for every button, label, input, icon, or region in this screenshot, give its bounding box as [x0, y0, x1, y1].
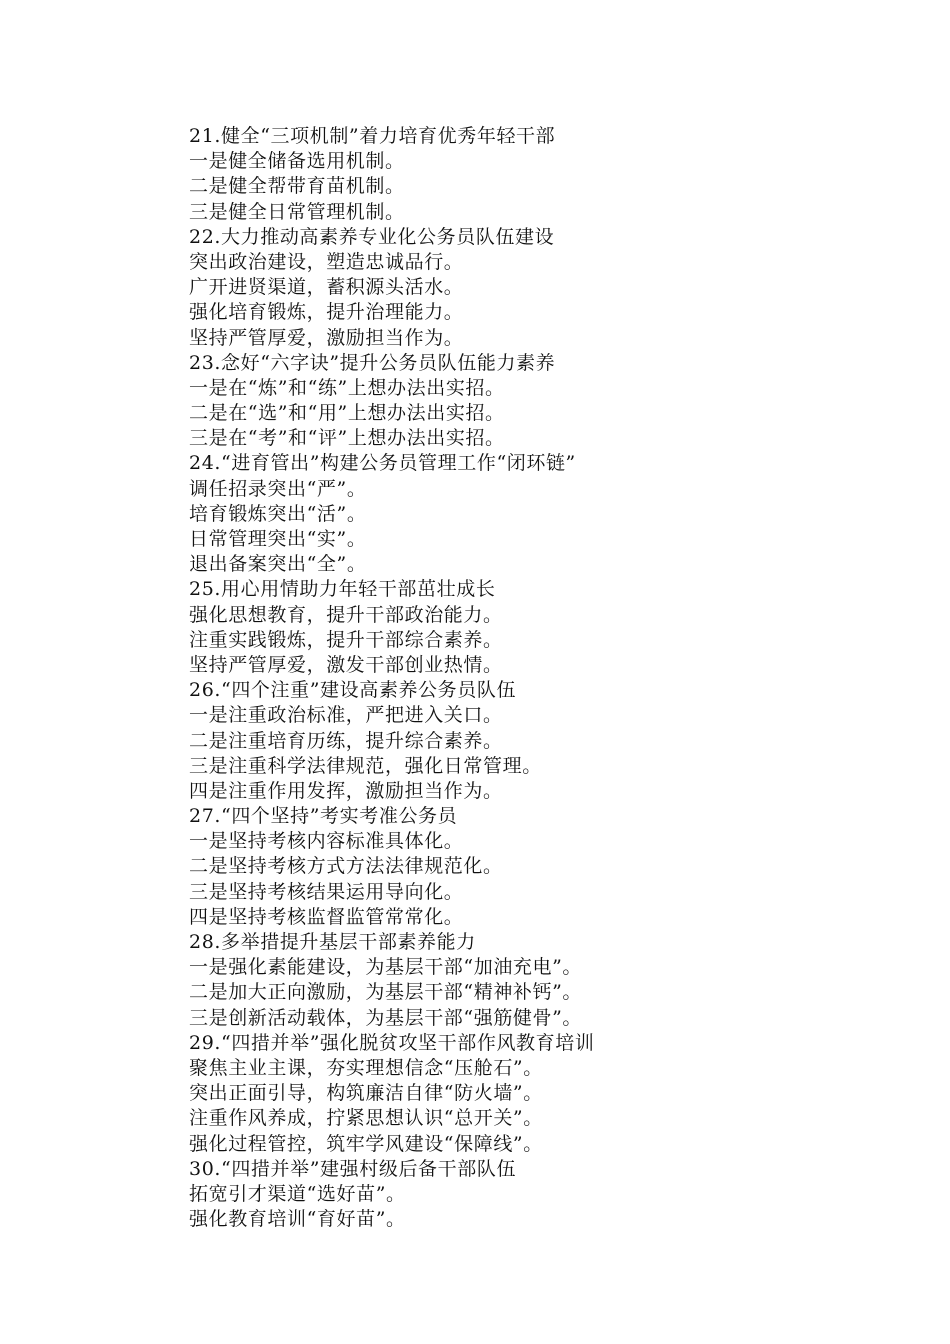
- list-item: 三是坚持考核结果运用导向化。: [189, 880, 464, 903]
- list-item: 拓宽引才渠道“选好苗”。: [189, 1182, 406, 1205]
- list-item: 二是注重培育历练，提升综合素养。: [189, 729, 503, 752]
- section-heading: 30.“四措并举”建强村级后备干部队伍: [189, 1157, 517, 1180]
- list-item: 四是注重作用发挥，激励担当作为。: [189, 779, 503, 802]
- list-item: 二是健全帮带育苗机制。: [189, 175, 405, 198]
- list-item: 二是在“选”和“用”上想办法出实招。: [189, 402, 505, 425]
- document-body: [189, 124, 909, 1232]
- list-item: 一是健全储备选用机制。: [189, 150, 405, 173]
- list-item: 强化思想教育，提升干部政治能力。: [189, 603, 503, 626]
- list-item: 一是在“炼”和“练”上想办法出实招。: [189, 376, 505, 399]
- list-item: 坚持严管厚爱，激励担当作为。: [189, 326, 464, 349]
- list-item: 一是强化素能建设，为基层干部“加油充电”。: [189, 956, 583, 979]
- list-item: 调任招录突出“严”。: [189, 477, 367, 500]
- list-item: 四是坚持考核监督监管常常化。: [189, 905, 464, 928]
- section-heading: 28.多举措提升基层干部素养能力: [189, 931, 476, 953]
- list-item: 聚焦主业主课，夯实理想信念“压舱石”。: [189, 1056, 543, 1079]
- list-item: 突出正面引导，构筑廉洁自律“防火墙”。: [189, 1082, 543, 1105]
- list-item: 三是健全日常管理机制。: [189, 200, 405, 223]
- section-heading: 22.大力推动高素养专业化公务员队伍建设: [189, 225, 555, 248]
- list-item: 突出政治建设，塑造忠诚品行。: [189, 250, 464, 273]
- section-heading: 23.念好“六字诀”提升公务员队伍能力素养: [189, 351, 556, 374]
- section-heading: 27.“四个坚持”考实考准公务员: [189, 805, 458, 828]
- section-heading: 21.健全“三项机制”着力培育优秀年轻干部: [189, 125, 556, 147]
- list-item: 广开进贤渠道，蓄积源头活水。: [189, 276, 464, 299]
- section-heading: 29.“四措并举”强化脱贫攻坚干部作风教育培训: [189, 1031, 595, 1054]
- list-item: 培育锻炼突出“活”。: [189, 502, 367, 525]
- section-heading: 25.用心用情助力年轻干部茁壮成长: [189, 578, 496, 601]
- list-item: 一是坚持考核内容标准具体化。: [189, 830, 464, 853]
- section-heading: 24.“进育管出”构建公务员管理工作“闭环链”: [189, 452, 576, 475]
- section-heading: 26.“四个注重”建设高素养公务员队伍: [189, 679, 517, 702]
- list-item: 强化培育锻炼，提升治理能力。: [189, 301, 464, 324]
- list-item: 强化教育培训“育好苗”。: [189, 1208, 406, 1231]
- list-item: 三是创新活动载体，为基层干部“强筋健骨”。: [189, 1006, 583, 1029]
- list-item: 三是注重科学法律规范，强化日常管理。: [189, 754, 542, 777]
- list-item: 二是加大正向激励，为基层干部“精神补钙”。: [189, 981, 583, 1004]
- list-item: 坚持严管厚爱，激发干部创业热情。: [189, 653, 503, 676]
- list-item: 二是坚持考核方式方法法律规范化。: [189, 855, 503, 878]
- list-item: 注重作风养成，拧紧思想认识“总开关”。: [189, 1107, 543, 1130]
- list-item: 强化过程管控，筑牢学风建设“保障线”。: [189, 1132, 543, 1155]
- list-item: 退出备案突出“全”。: [189, 553, 367, 576]
- list-item: 注重实践锻炼，提升干部综合素养。: [189, 628, 503, 651]
- list-item: 日常管理突出“实”。: [189, 528, 367, 550]
- list-item: 一是注重政治标准，严把进入关口。: [189, 704, 503, 727]
- list-item: 三是在“考”和“评”上想办法出实招。: [189, 427, 505, 450]
